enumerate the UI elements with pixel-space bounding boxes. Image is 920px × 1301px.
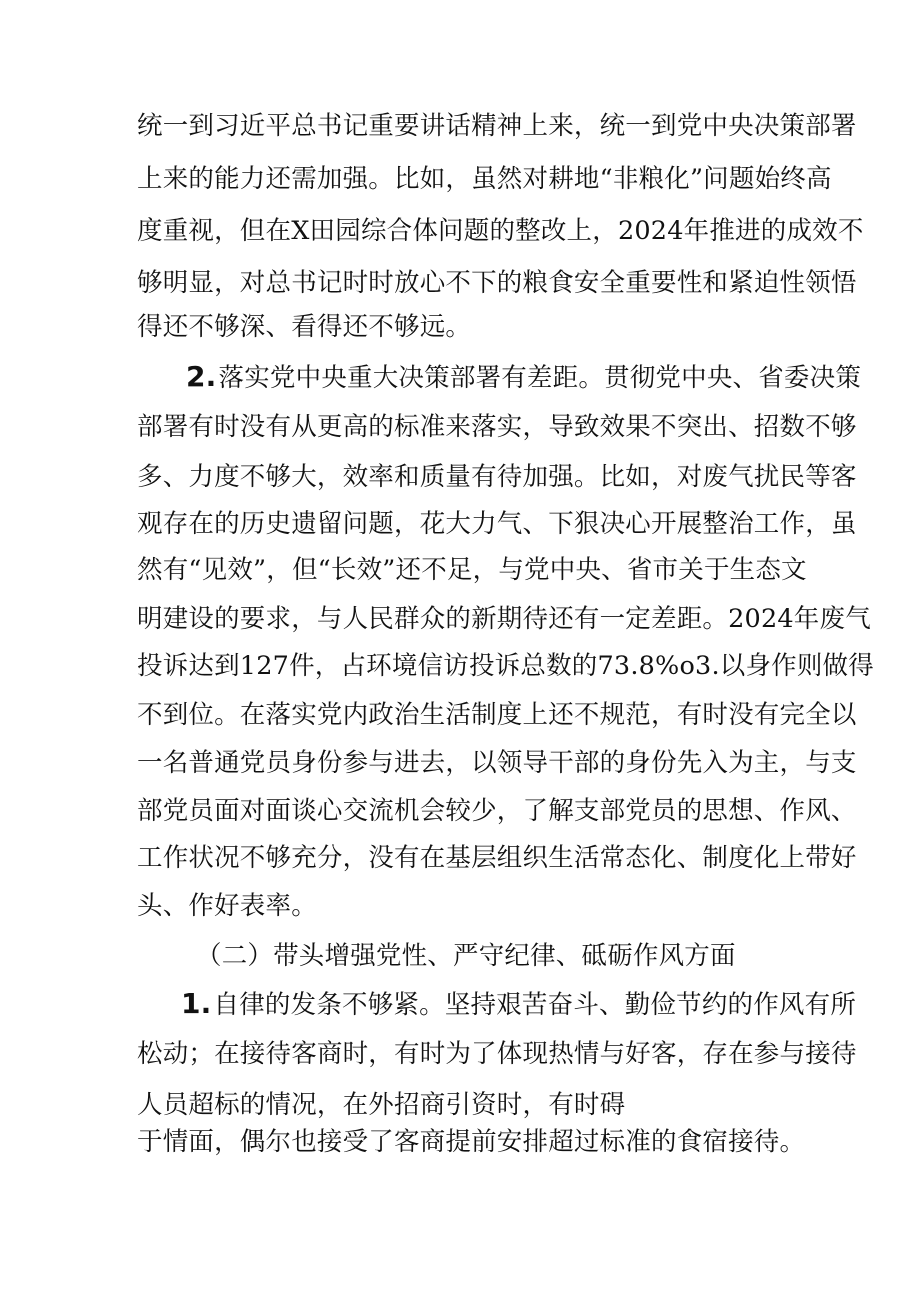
paragraph-2-line-7: 投诉达到127件，占环境信访投诉总数的73.8%o3.以身作则做得 [137, 651, 874, 681]
paragraph-2-line-1 [186, 359, 861, 396]
paragraph-2-line-9: 一名普通党员身份参与进去，以领导干部的身份先入为主，与支 [137, 748, 857, 778]
paragraph-2-line-12: 头、作好表率。 [137, 891, 317, 921]
paragraph-1-line-5: 得还不够深、看得还不够远。 [137, 312, 472, 342]
paragraph-2-line-5: 然有“见效”，但“长效”还不足，与党中央、省市关于生态文 [137, 555, 807, 585]
paragraph-1-line-1: 统一到习近平总书记重要讲话精神上来，统一到党中央决策部署 [137, 111, 857, 141]
paragraph-3-line-1-text: 自律的发条不够紧。坚持艰苦奋斗、勤俭节约的作风有所 [213, 990, 857, 1020]
paragraph-2-line-1-text: 落实党中央重大决策部署有差距。贯彻党中央、省委决策 [218, 363, 862, 393]
item-number: 1. [181, 987, 212, 1020]
paragraph-2-line-8: 不到位。在落实党内政治生活制度上还不规范，有时没有完全以 [137, 700, 857, 730]
paragraph-2-line-4: 观存在的历史遗留问题，花大力气、下狠决心开展整治工作，虽 [137, 509, 857, 539]
paragraph-2-line-11: 工作状况不够充分，没有在基层组织生活常态化、制度化上带好 [137, 843, 857, 873]
paragraph-1-line-2: 上来的能力还需加强。比如，虽然对耕地“非粮化”问题始终高 [137, 164, 832, 194]
paragraph-2-line-2: 部署有时没有从更高的标准来落实，导致效果不突出、招数不够 [137, 412, 857, 442]
item-number: 2. [186, 360, 217, 393]
paragraph-2-line-6: 明建设的要求，与人民群众的新期待还有一定差距。2024年废气 [137, 604, 871, 634]
paragraph-2-line-10: 部党员面对面谈心交流机会较少，了解支部党员的思想、作风、 [137, 796, 857, 826]
paragraph-3-line-4: 于情面，偶尔也接受了客商提前安排超过标准的食宿接待。 [137, 1127, 806, 1157]
paragraph-3-line-3: 人员超标的情况，在外招商引资时，有时碍 [137, 1090, 626, 1120]
section-heading: （二）带头增强党性、严守纪律、砥砺作风方面 [196, 941, 736, 971]
paragraph-3-line-1 [181, 986, 856, 1023]
paragraph-3-line-2: 松动；在接待客商时，有时为了体现热情与好客，存在参与接待 [137, 1039, 857, 1069]
paragraph-2-line-3: 多、力度不够大，效率和质量有待加强。比如，对废气扰民等客 [137, 462, 857, 492]
paragraph-1-line-4: 够明显，对总书记时时放心不下的粮食安全重要性和紧迫性领悟 [137, 268, 857, 298]
paragraph-1-line-3: 度重视，但在X田园综合体问题的整改上，2024年推进的成效不 [137, 216, 864, 246]
